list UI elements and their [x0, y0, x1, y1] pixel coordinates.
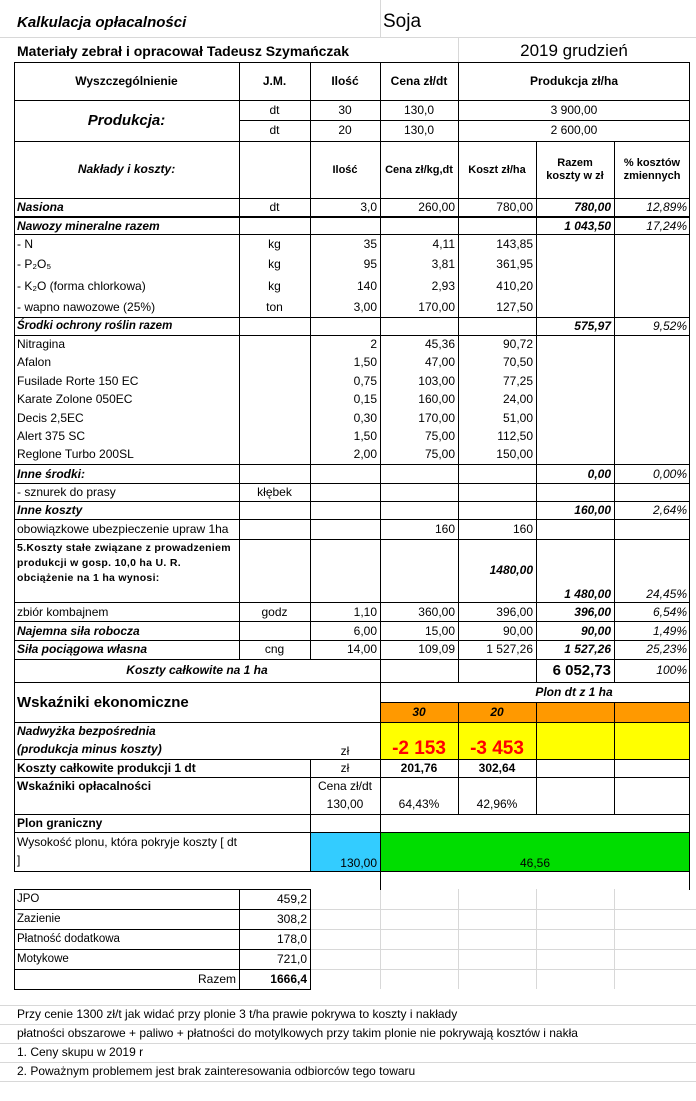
unit-cost-label: Koszty całkowite produkcji 1 dt [17, 761, 196, 776]
subsidy-sum-label: Razem [197, 971, 236, 986]
labor-pct: 1,49% [652, 623, 687, 638]
traction-price: 109,09 [418, 642, 455, 657]
fertilizers-pct: 17,24% [646, 218, 687, 233]
insurance-cost: 160 [512, 521, 533, 536]
protection-price: 103,00 [418, 373, 455, 388]
labor-label: Najemna siła robocza [17, 623, 140, 638]
subsidy-sum-value: 1666,4 [270, 971, 307, 986]
harvest-label: zbiór kombajnem [17, 605, 109, 620]
note-line: 1. Ceny skupu w 2019 r [17, 1045, 144, 1060]
protection-qty: 0,15 [353, 392, 377, 407]
subsidy-value: 721,0 [276, 952, 307, 967]
protection-qty: 1,50 [353, 355, 377, 370]
labor-cost: 90,00 [502, 623, 533, 638]
twine-item: - sznurek do prasy [17, 485, 116, 500]
unit-cost-unit: zł [340, 761, 350, 776]
traction-total: 1 527,26 [564, 642, 611, 657]
breakeven-price: 130,00 [340, 856, 377, 871]
fertilizer-cost: 361,95 [496, 257, 533, 272]
subsidy-value: 308,2 [276, 912, 307, 927]
breakeven-title: Plon graniczny [17, 816, 103, 831]
production-qty: 20 [338, 123, 352, 138]
protection-price: 45,36 [424, 337, 455, 352]
fixed-costs-total: 1 480,00 [564, 587, 611, 602]
fertilizer-item: - K₂O (forma chlorkowa) [17, 279, 146, 294]
protection-cost: 150,00 [496, 447, 533, 462]
twine-unit: kłębek [257, 485, 292, 500]
insurance-price: 160 [434, 521, 455, 536]
col-qty: Ilość [331, 74, 359, 89]
other-means-pct: 0,00% [652, 466, 687, 481]
fertilizer-qty: 3,00 [353, 299, 377, 314]
harvest-unit: godz [261, 605, 288, 620]
yield-30: 30 [412, 705, 426, 720]
fertilizer-price: 170,00 [418, 299, 455, 314]
total-costs-value: 6 052,73 [552, 662, 611, 680]
other-means-label: Inne środki: [17, 466, 86, 481]
fertilizer-qty: 140 [356, 279, 377, 294]
production-label: Produkcja: [87, 112, 166, 130]
harvest-qty: 1,10 [353, 605, 377, 620]
costs-col-pct: % kosztów zmiennych [623, 157, 681, 182]
subsidy-value: 178,0 [276, 932, 307, 947]
production-unit: dt [269, 103, 280, 118]
protection-qty: 1,50 [353, 429, 377, 444]
breakeven-label-end: ] [17, 853, 21, 868]
profitability-30: 64,43% [398, 797, 440, 812]
protection-qty: 2,00 [353, 447, 377, 462]
surplus-20: -3 453 [470, 738, 524, 760]
protection-item: Reglone Turbo 200SL [17, 447, 134, 462]
profitability-20: 42,96% [476, 797, 518, 812]
fixed-costs-pct: 24,45% [646, 587, 687, 602]
surplus-label: Nadwyżka bezpośrednia [17, 724, 156, 739]
profitability-price: 130,00 [326, 797, 364, 812]
yield-header: Plon dt z 1 ha [535, 684, 613, 699]
traction-unit: cng [264, 642, 285, 657]
fertilizer-cost: 410,20 [496, 279, 533, 294]
profitability-label: Wskaźniki opłacalności [17, 779, 152, 794]
production-qty: 30 [338, 103, 352, 118]
note-line: Przy cenie 1300 zł/t jak widać przy plonie 3 t/ha prawie pokrywa to koszty i nakłady [17, 1007, 458, 1022]
fixed-costs-label: 5.Koszty stałe związane z prowadzeniem produkcji w gosp. 10,0 ha U. R. obciążenie na 1 ha wynosi: [17, 542, 231, 584]
sheet-title: Kalkulacja opłacalności [17, 14, 187, 32]
subsidy-label: JPO [17, 893, 40, 906]
subsidy-label: Płatność dodatkowa [17, 933, 120, 946]
harvest-cost: 396,00 [496, 605, 533, 620]
crop-name: Soja [383, 11, 422, 33]
protection-price: 170,00 [418, 411, 455, 426]
costs-col-price: Cena zł/kg,dt [385, 163, 453, 176]
unit-cost-30: 201,76 [400, 761, 438, 776]
yield-20: 20 [490, 705, 504, 720]
other-means-total: 0,00 [587, 466, 611, 481]
seeds-pct: 12,89% [646, 200, 687, 215]
col-unit: J.M. [262, 74, 287, 89]
protection-cost: 112,50 [497, 429, 533, 444]
labor-qty: 6,00 [353, 623, 377, 638]
other-costs-total: 160,00 [574, 503, 611, 518]
fertilizer-qty: 95 [363, 257, 377, 272]
costs-col-cost: Koszt zł/ha [468, 163, 526, 176]
fertilizer-item: - N [17, 236, 33, 251]
insurance-item: obowiązkowe ubezpieczenie upraw 1ha [17, 521, 229, 536]
protection-qty: 0,30 [353, 411, 377, 426]
fertilizer-cost: 143,85 [496, 236, 533, 251]
col-price: Cena zł/dt [390, 74, 448, 89]
protection-item: Alert 375 SC [17, 429, 86, 444]
other-costs-pct: 2,64% [652, 503, 687, 518]
indicators-title: Wskaźniki ekonomiczne [17, 694, 189, 712]
note-line: 2. Poważnym problemem jest brak zainteresowania odbiorców tego towaru [17, 1064, 416, 1079]
fertilizers-total: 1 043,50 [564, 218, 611, 233]
seeds-qty: 3,0 [360, 200, 377, 215]
production-price: 130,0 [403, 123, 435, 138]
protection-price: 75,00 [424, 447, 455, 462]
harvest-price: 360,00 [418, 605, 455, 620]
report-date: 2019 grudzień [520, 41, 628, 61]
total-costs-pct: 100% [656, 663, 687, 678]
protection-item: Karate Zolone 050EC [17, 392, 133, 407]
seeds-price: 260,00 [418, 200, 455, 215]
protection-price: 160,00 [418, 392, 455, 407]
other-costs-label: Inne koszty [17, 503, 83, 518]
production-value: 3 900,00 [550, 103, 598, 118]
fertilizer-price: 2,93 [431, 279, 455, 294]
seeds-label: Nasiona [17, 200, 64, 215]
fertilizer-unit: kg [268, 279, 281, 294]
harvest-pct: 6,54% [652, 605, 687, 620]
fertilizer-unit: kg [268, 236, 281, 251]
fertilizer-unit: ton [266, 299, 283, 314]
costs-col-qty: Ilość [332, 163, 358, 176]
traction-pct: 25,23% [646, 642, 687, 657]
traction-qty: 14,00 [346, 642, 377, 657]
seeds-unit: dt [269, 200, 280, 215]
protection-item: Fusilade Rorte 150 EC [17, 373, 139, 388]
total-costs-label: Koszty całkowite na 1 ha [126, 663, 268, 678]
costs-col-total: Razem koszty w zł [546, 157, 604, 182]
costs-label: Nakłady i koszty: [77, 162, 176, 177]
production-unit: dt [269, 123, 280, 138]
breakeven-label: Wysokość plonu, która pokryje koszty [ dt [17, 835, 237, 850]
surplus-unit: zł [340, 744, 350, 759]
unit-cost-20: 302,64 [478, 761, 516, 776]
surplus-sublabel: (produkcja minus koszty) [17, 742, 162, 757]
production-value: 2 600,00 [550, 123, 598, 138]
protection-qty: 2 [370, 337, 377, 352]
protection-item: Decis 2,5EC [17, 411, 84, 426]
protection-pct: 9,52% [652, 319, 687, 334]
fertilizer-item: - wapno nawozowe (25%) [17, 299, 156, 314]
production-price: 130,0 [403, 103, 435, 118]
fixed-costs-cost: 1480,00 [489, 563, 533, 578]
seeds-cost: 780,00 [496, 200, 533, 215]
breakeven-value: 46,56 [519, 856, 551, 871]
subsidy-value: 459,2 [276, 892, 307, 907]
labor-price: 15,00 [424, 623, 455, 638]
fertilizer-price: 4,11 [432, 236, 455, 251]
protection-cost: 70,50 [502, 355, 533, 370]
col-production: Produkcja zł/ha [529, 74, 619, 89]
protection-cost: 24,00 [502, 392, 533, 407]
author-line: Materiały zebrał i opracował Tadeusz Szymańczak [17, 42, 349, 59]
protection-cost: 51,00 [502, 411, 533, 426]
fertilizer-price: 3,81 [431, 257, 455, 272]
protection-cost: 77,25 [502, 373, 533, 388]
protection-item: Afalon [17, 355, 52, 370]
col-item: Wyszczególnienie [75, 74, 178, 89]
harvest-total: 396,00 [574, 605, 611, 620]
protection-item: Nitragina [17, 337, 66, 352]
traction-label: Siła pociągowa własna [17, 642, 148, 657]
protection-qty: 0,75 [353, 373, 377, 388]
fertilizer-qty: 35 [363, 236, 377, 251]
fertilizers-label: Nawozy mineralne razem [17, 218, 160, 233]
fertilizer-cost: 127,50 [496, 299, 533, 314]
subsidy-label: Motykowe [17, 953, 69, 966]
surplus-30: -2 153 [392, 738, 446, 760]
seeds-total: 780,00 [574, 200, 611, 215]
profitability-price-label: Cena zł/dt [317, 779, 373, 794]
protection-cost: 90,72 [502, 337, 533, 352]
fertilizer-unit: kg [268, 257, 281, 272]
protection-total: 575,97 [574, 319, 611, 334]
note-line: płatności obszarowe + paliwo + płatności do motylkowych przy takim plonie nie pokrywają kosztów i nakła [17, 1026, 578, 1041]
fertilizer-item: - P₂O₅ [17, 257, 52, 272]
protection-label: Środki ochrony roślin razem [17, 320, 173, 333]
subsidy-label: Zazienie [17, 913, 61, 926]
traction-cost: 1 527,26 [486, 642, 533, 657]
protection-price: 47,00 [424, 355, 455, 370]
protection-price: 75,00 [424, 429, 455, 444]
labor-total: 90,00 [580, 623, 611, 638]
